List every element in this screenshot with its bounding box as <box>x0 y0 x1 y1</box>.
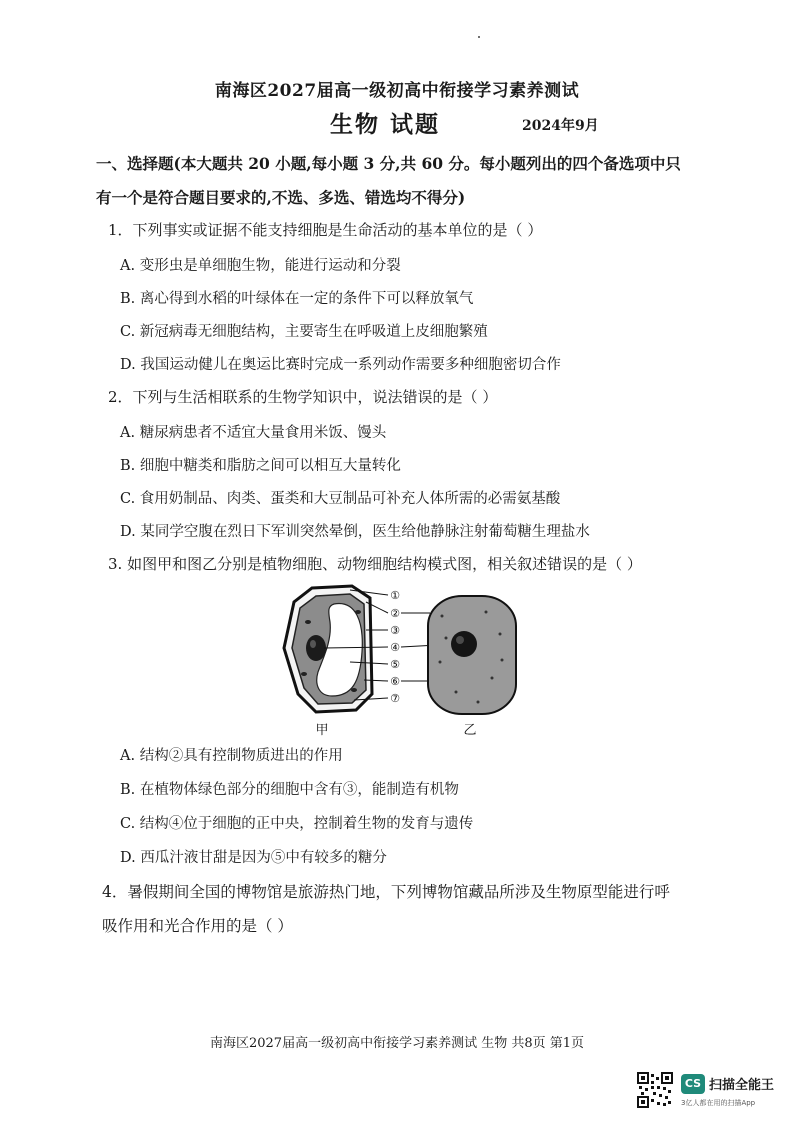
plant-cell-diagram <box>284 586 372 712</box>
section-heading-line2: 有一个是符合题目要求的,不选、多选、错选均不得分) <box>96 188 466 207</box>
figure-labels <box>390 589 400 705</box>
question-1-stem: 1．下列事实或证据不能支持细胞是生命活动的基本单位的是（ ） <box>108 221 543 239</box>
label-6: ⑥ <box>390 675 400 688</box>
question-2-option-a: A. 糖尿病患者不适宜大量食用米饭、馒头 <box>120 425 387 441</box>
question-1-option-d: D. 我国运动健儿在奥运比赛时完成一系列动作需要多种细胞密切合作 <box>120 357 561 373</box>
caption-animal: 乙 <box>463 723 477 738</box>
subject-title: 生物 试题 <box>330 111 441 138</box>
question-1-option-b: B. 离心得到水稻的叶绿体在一定的条件下可以释放氧气 <box>120 291 474 307</box>
label-5: ⑤ <box>390 658 400 671</box>
chloroplast <box>301 672 307 676</box>
question-2-option-b: B. 细胞中糖类和脂肪之间可以相互大量转化 <box>120 458 401 474</box>
chloroplast <box>305 620 311 624</box>
animal-cell-diagram <box>428 596 516 714</box>
question-3-option-b: B. 在植物体绿色部分的细胞中含有③，能制造有机物 <box>120 782 459 798</box>
label-7: ⑦ <box>390 692 400 705</box>
plant-nucleolus <box>310 640 316 648</box>
question-2-stem: 2．下列与生活相联系的生物学知识中，说法错误的是（ ） <box>108 388 498 406</box>
question-4-stem-line1: 4．暑假期间全国的博物馆是旅游热门地，下列博物馆藏品所涉及生物原型能进行呼 <box>102 883 670 901</box>
camscanner-logo: CS <box>681 1074 705 1094</box>
animal-cell-membrane <box>428 596 516 714</box>
question-1-option-a: A. 变形虫是单细胞生物，能进行运动和分裂 <box>120 258 401 274</box>
chloroplast <box>355 610 361 614</box>
question-1-option-c: C. 新冠病毒无细胞结构，主要寄生在呼吸道上皮细胞繁殖 <box>120 324 488 340</box>
question-3-option-c: C. 结构④位于细胞的正中央，控制着生物的发育与遗传 <box>120 816 474 832</box>
question-3-option-a: A. 结构②具有控制物质进出的作用 <box>120 748 343 764</box>
plant-nucleus <box>306 635 326 661</box>
question-3-stem: 3. 如图甲和图乙分别是植物细胞、动物细胞结构模式图，相关叙述错误的是（ ） <box>108 555 642 573</box>
question-2-option-c: C. 食用奶制品、肉类、蛋类和大豆制品可补充人体所需的必需氨基酸 <box>120 491 561 507</box>
label-3: ③ <box>390 624 400 637</box>
chloroplast <box>351 688 357 692</box>
scan-speck <box>478 36 480 38</box>
animal-nucleus <box>451 631 477 657</box>
label-1: ① <box>390 589 400 602</box>
question-4-stem-line2: 吸作用和光合作用的是（ ） <box>102 917 293 935</box>
animal-nucleolus <box>456 636 464 644</box>
question-3-option-d: D. 西瓜汁液甘甜是因为⑤中有较多的糖分 <box>120 850 387 866</box>
question-2-option-d: D. 某同学空腹在烈日下军训突然晕倒，医生给他静脉注射葡萄糖生理盐水 <box>120 524 590 540</box>
section-heading-line1: 一、选择题(本大题共 20 小题,每小题 3 分,共 60 分。每小题列出的四个备选项中只 <box>96 154 681 173</box>
label-4: ④ <box>390 641 400 654</box>
exam-date: 2024年9月 <box>522 118 599 134</box>
cell-structure-figure <box>270 582 530 740</box>
qr-code-icon <box>637 1072 673 1108</box>
camscanner-name: 扫描全能王 <box>709 1078 775 1093</box>
camscanner-tagline: 3亿人都在用的扫描App <box>681 1099 756 1107</box>
caption-plant: 甲 <box>315 723 329 738</box>
label-2: ② <box>390 607 400 620</box>
page-footer: 南海区2027届高一级初高中衔接学习素养测试 生物 共8页 第1页 <box>209 1036 585 1051</box>
exam-title: 南海区2027届高一级初高中衔接学习素养测试 <box>214 81 580 101</box>
